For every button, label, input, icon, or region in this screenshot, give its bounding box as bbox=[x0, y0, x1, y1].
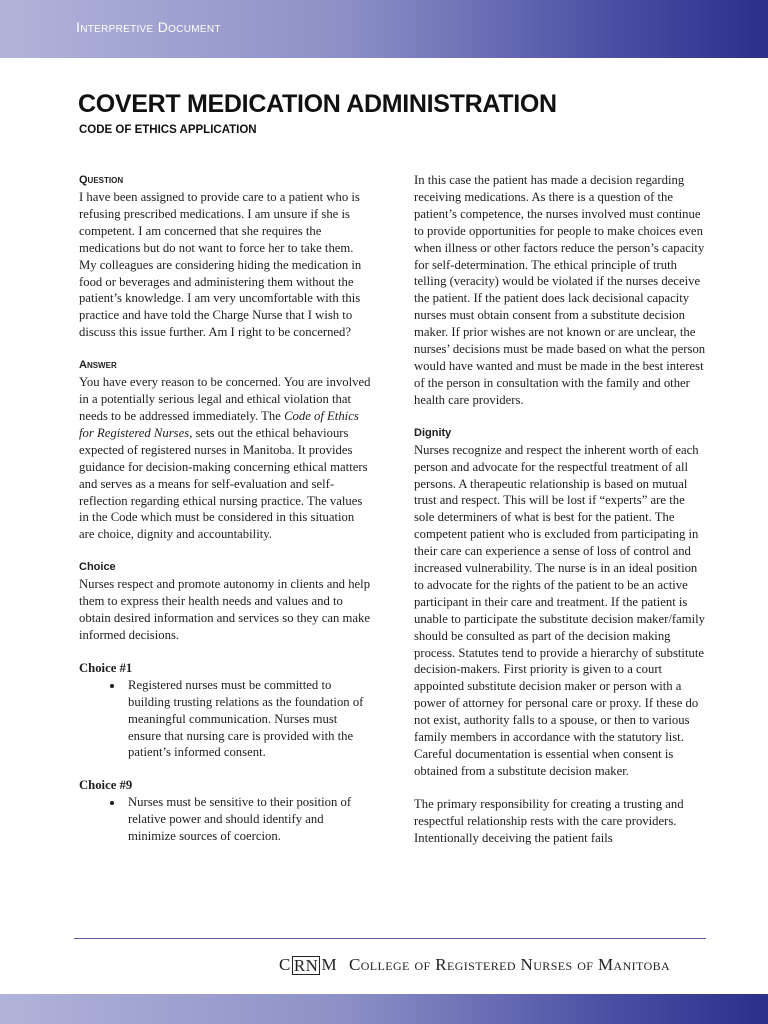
footer-band bbox=[0, 994, 768, 1024]
right-column bbox=[414, 172, 708, 847]
choice-heading: Choice bbox=[79, 561, 116, 574]
footer-divider bbox=[74, 938, 706, 939]
question-heading: Question bbox=[79, 174, 124, 186]
left-column bbox=[79, 172, 371, 845]
document-title: COVERT MEDICATION ADMINISTRATION bbox=[78, 90, 557, 118]
choice-9-heading: Choice #9 bbox=[79, 778, 133, 793]
logo-letter-m: M bbox=[321, 955, 338, 974]
answer-heading: Answer bbox=[79, 359, 117, 372]
header-band bbox=[0, 0, 768, 58]
case-text: In this case the patient has made a decision regarding receiving medications. As there is a question of the patient’s competence, the nurses involved must continue to provide opportunities for people to make choices even when illness or other factors reduce the person’s capacity for self-determination. The ethical principle of truth telling (veracity) would be violated if the nurses deceive the patient. If the patient does lack decisional capacity nurses must obtain consent from a substitute decision maker. If prior wishes are not known or are unclear, the nurses’ decisions must be made based on what the person would have wanted and must be made in the best interest of the person in consultation with the family and other health care providers. bbox=[414, 173, 706, 407]
question-text: I have been assigned to provide care to a patient who is refusing prescribed medications. I am unsure if she is competent. I am concerned that she requires the medications but do not want to force her to take them. My colleagues are considering hiding the medication in food or beverages and administering them without the patient’s knowledge. I am very uncomfortable with this practice and have told the Charge Nurse that I wish to discuss this issue further. Am I right to be concerned? bbox=[79, 190, 362, 340]
code-of-ethics-title: Code of Ethics for Registered Nurses bbox=[79, 408, 359, 440]
document-subtitle: CODE OF ETHICS APPLICATION bbox=[79, 124, 257, 136]
logo-boxed-rn: RN bbox=[293, 955, 319, 975]
choice-9-bullet: • Nurses must be sensitive to their position of relative power and should identify and minimize sources of coercion. bbox=[124, 794, 371, 845]
responsibility-text: The primary responsibility for creating a trusting and respectful relationship rests with the care providers. Intentionally deceiving the patient fails bbox=[414, 796, 684, 845]
document-type-label: Interpretive Document bbox=[76, 19, 221, 35]
dignity-heading: Dignity bbox=[414, 426, 452, 439]
organization-name: College of Registered Nurses of Manitoba bbox=[349, 955, 671, 974]
logo-letter-c: C bbox=[279, 955, 291, 974]
crnm-logo bbox=[279, 955, 337, 975]
answer-text bbox=[79, 374, 371, 543]
answer-text-part2: , sets out the ethical behaviours expected of registered nurses in Manitoba. It provides guidance for decision-making concerning ethical matters and serves as a means for self-evaluation and self-reflection regarding ethical nursing practice. The values in the Code which must be considered in this situation are choice, dignity and accountability. bbox=[79, 425, 368, 542]
choice-text: Nurses respect and promote autonomy in clients and help them to express their health needs and values and to obtain desired information and services so they can make informed decisions. bbox=[79, 577, 371, 642]
choice-1-bullet: • Registered nurses must be committed to building trusting relations as the foundation of meaningful communication. Nurses must ensure that nursing care is provided with the patient’s informed consent. bbox=[124, 677, 371, 762]
dignity-text: Nurses recognize and respect the inherent worth of each person and advocate for the respectful treatment of all persons. A therapeutic relationship is based on mutual trust and respect. This will be lost if “experts” are the sole determiners of what is best for the patient. The competent patient who is excluded from participating in their care can experience a sense of loss of control and increased vulnerability. The nurse is in an ideal position to advocate for the rights of the patient to be an active participant in their care and treatment. If the patient is unable to participate the substitute decision maker/family should be consulted as part of the decision making process. Statutes tend to provide a hierarchy of substitute decision-makers. First priority is given to a court appointed substitute decision maker or person with a power of attorney for personal care or proxy. If these do not exist, authority falls to a spouse, or then to various family members in accordance with the statutory list. Careful documentation is essential when consent is obtained from a substitute decision maker. bbox=[414, 442, 706, 778]
choice-1-list bbox=[79, 677, 371, 762]
answer-text-part1: You have every reason to be concerned. You are involved in a potentially serious legal and ethical violation that needs to be addressed immediately. The bbox=[79, 375, 371, 423]
choice-1-heading: Choice #1 bbox=[79, 660, 133, 675]
choice-9-list bbox=[79, 794, 371, 845]
